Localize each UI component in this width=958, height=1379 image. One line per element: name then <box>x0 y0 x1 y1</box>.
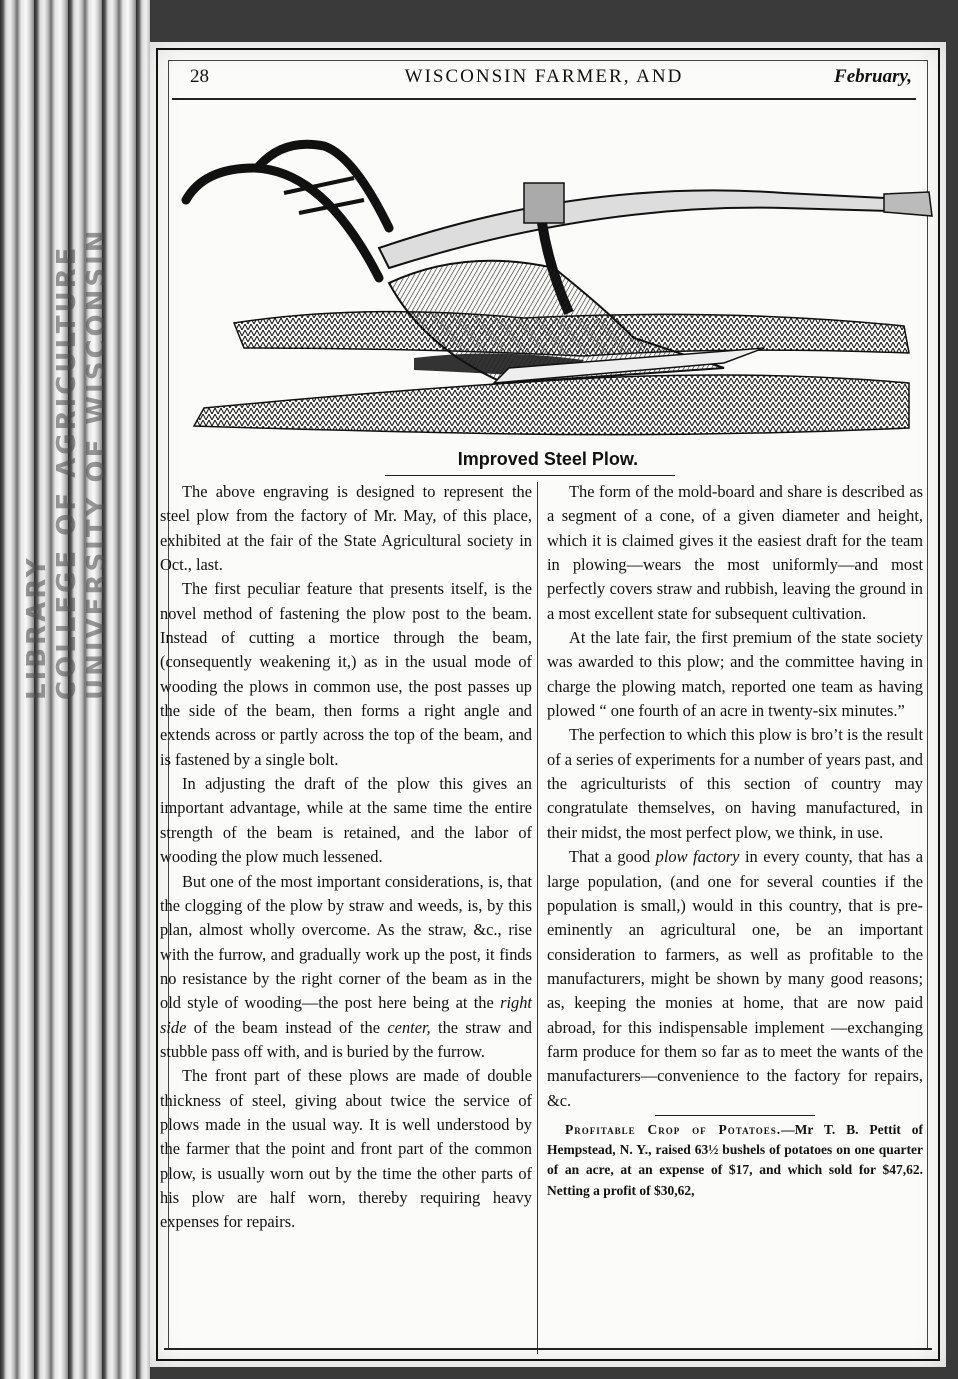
paragraph-text: The perfection to which this plow is bro’t is the result of a series of experiments for a number of years past, and the agriculturists of this section of country may congratulate themselves, on having manufactured, in their midst, the most perfect plow, we think, in use. <box>547 725 923 842</box>
potato-notice-paragraph <box>547 1120 923 1201</box>
figure-caption: Improved Steel Plow. <box>457 449 639 469</box>
article-paragraph <box>547 626 923 723</box>
notice-body: —Mr T. B. Pettit of Hempstead, N. Y., raised 63½ bushels of potatoes on one quarter of an acre, at an expense of $17, and which sold for $47,62. Netting a profit of $30,62, <box>547 1121 923 1198</box>
article-paragraph <box>160 772 532 869</box>
paragraph-text: of the beam instead of the <box>186 1017 388 1037</box>
paragraph-text: In adjusting the draft of the plow this gives an important advantage, while at the same time the entire strength of the beam is retained, and the labor of wooding the plow much lessened. <box>160 774 532 867</box>
running-title: WISCONSIN FARMER, AND <box>404 66 684 87</box>
stamp-line-2: COLLEGE OF AGRICULTURE <box>52 244 82 700</box>
article-paragraph <box>547 480 923 626</box>
library-stamp <box>22 227 112 700</box>
caption-rule <box>385 475 675 476</box>
page-number: 28 <box>190 66 209 87</box>
steel-plow-engraving <box>164 108 936 448</box>
paragraph-text: in every county, that has a large population, (and one for several counties if the population is small,) would in this country, that is pre-eminently an agricultural one, be an important consideration to farmers, as well as profitable to the manufacturers, might be shown by many good reasons; as, keeping the monies at home, that are now paid abroad, for this indispensable implement —exchanging farm produce for them so far as to meet the wants of the manufacturers—convenience to the factory for repairs, &c. <box>547 847 923 1110</box>
paragraph-text: But one of the most important considerations, is, that the clogging of the plow by straw and weeds, is, by this plan, almost wholly overcome. As the straw, &c., rise with the furrow, and gradually work up the post, it finds no resistance by the right corner of the beam as in the old style of wooding—the post here being at the <box>160 871 532 1013</box>
paragraph-text: The form of the mold-board and share is described as a segment of a cone, of a given diameter and height, which it is claimed gives it the easiest draft for the team in plowing—wears the most uniformly—and most perfectly covers straw and rubbish, leaving the ground in a most excellent state for subsequent cultivation. <box>547 482 923 623</box>
notice-heading: Profitable Crop of Potatoes. <box>565 1121 782 1137</box>
article-column-right-paragraphs <box>547 480 923 1113</box>
paragraph-text: That a good <box>569 847 656 867</box>
paragraph-text: the straw and stubble pass off with, and is buried by the furrow. <box>160 1017 532 1061</box>
emphasized-text: right side <box>160 993 532 1037</box>
paragraph-text: The first peculiar feature that presents itself, is the novel method of fastening the plow post to the beam. Instead of cutting a mortice through the beam, (consequently weakening it,) as in the usual mode of wooding the plows in common use, the post passes up the side of the beam, then forms a right angle and extends across or partly across the top of the beam, and is fastened by a single bolt. <box>160 579 532 769</box>
potato-notice <box>547 1120 923 1201</box>
paragraph-text: The front part of these plows are made of double thickness of steel, giving about twice the service of plows made in the usual way. It is well understood by the farmer that the point and front part of the common plow, is usually worn out by the time the other parts of his plow are half worn, thereby requiring heavy expenses for repairs. <box>160 1066 532 1232</box>
article-paragraph <box>547 845 923 1113</box>
magazine-page <box>150 42 946 1367</box>
page-bottom-rule <box>164 1348 932 1350</box>
paragraph-text: The above engraving is designed to represent the steel plow from the factory of Mr. May, of this place, exhibited at the fair of the State Agricultural society in Oct., last. <box>160 482 532 575</box>
column-divider <box>537 482 538 1354</box>
article-paragraph <box>160 1064 532 1234</box>
article-paragraph <box>160 480 532 577</box>
article-column-right <box>547 480 923 1201</box>
steel-plow-icon <box>164 108 936 448</box>
stamp-line-3: UNIVERSITY OF WISCONSIN <box>82 227 112 700</box>
issue-month: February, <box>834 66 912 87</box>
article-paragraph <box>160 577 532 772</box>
article-column-left <box>160 480 532 1235</box>
emphasized-text: center, <box>387 1017 431 1037</box>
stamp-line-1: LIBRARY <box>22 555 52 700</box>
notice-rule <box>655 1115 815 1116</box>
paragraph-text: At the late fair, the first premium of the state society was awarded to this plow; and the committee having in charge the plowing match, reported one team as having plowed “ one fourth of an acre in twenty-six minutes.” <box>547 628 923 721</box>
article-paragraph <box>547 723 923 845</box>
emphasized-text: plow factory <box>655 847 740 867</box>
article-paragraph <box>160 870 532 1065</box>
running-header <box>172 64 916 100</box>
